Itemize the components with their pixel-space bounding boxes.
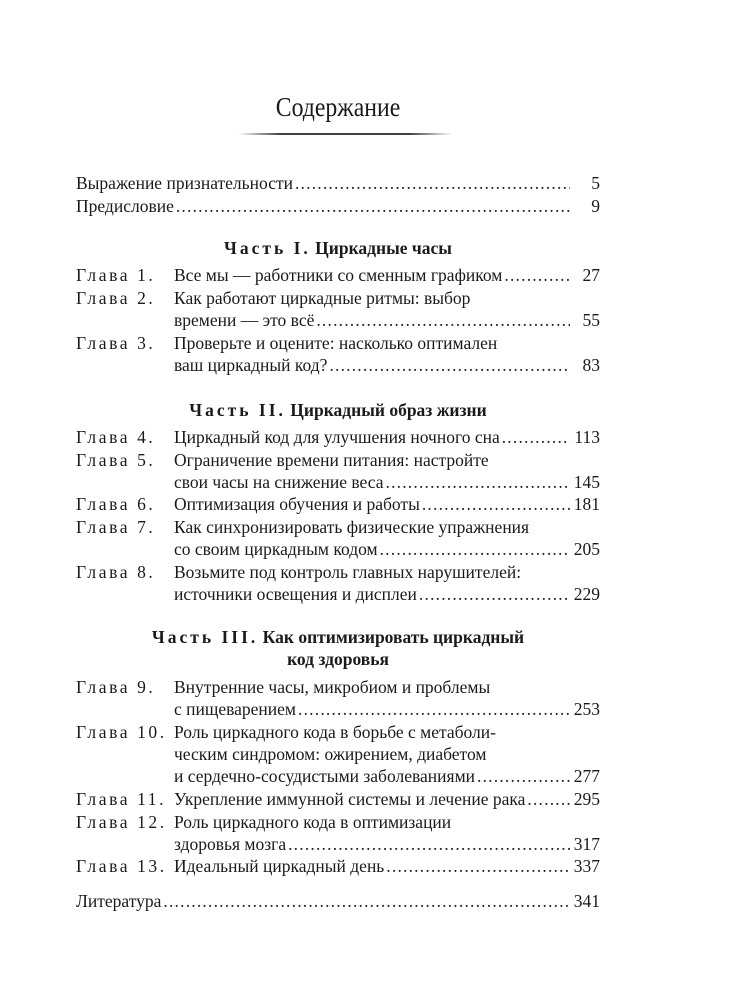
page-number: 277 (573, 766, 600, 786)
chapter-title-line-2: с пищеварением (174, 699, 297, 719)
leader-dots (295, 172, 570, 194)
chapter-title-line-2: здоровья мозга (174, 834, 287, 854)
chapter-title-line-1: Роль циркадного кода в оптимизации (174, 812, 452, 832)
page-number: 253 (573, 699, 600, 719)
toc-page (76, 0, 600, 1000)
chapter-title: Идеальный циркадный день (174, 856, 385, 876)
chapter-label: Глава 13. (76, 856, 167, 876)
leader-dots (176, 195, 570, 217)
part-heading-1 (76, 237, 600, 259)
leader-dots (502, 426, 570, 448)
page-number: 295 (573, 789, 600, 809)
chapter-title-line-1: Проверьте и оцените: насколько оптимален (174, 333, 498, 353)
page-number: 229 (573, 584, 600, 604)
entry-text: Предисловие (76, 196, 174, 216)
part-heading-2 (76, 399, 600, 421)
leader-dots (504, 264, 570, 286)
toc-entry-chapter-2[interactable] (76, 287, 600, 331)
chapter-label: Глава 2. (76, 288, 156, 308)
toc-entry-chapter-12[interactable] (76, 811, 600, 855)
part-title-line-2: код здоровья (287, 649, 389, 669)
chapter-title-line-2: ческим синдромом: ожирением, диабетом (174, 744, 487, 764)
chapter-label: Глава 3. (76, 333, 156, 353)
chapter-title: Все мы — работники со сменным графиком (174, 265, 503, 285)
page-number: 27 (582, 265, 600, 285)
chapter-label: Глава 1. (76, 265, 156, 285)
leader-dots (386, 855, 569, 877)
part-label: Часть III. (151, 627, 259, 647)
title-underline (238, 133, 452, 135)
leader-dots (298, 698, 570, 720)
chapter-title-line-3: и сердечно-сосудистыми заболеваниями (174, 766, 476, 786)
chapter-title-line-1: Возьмите под контроль главных нарушителей: (174, 562, 522, 582)
toc-entry-chapter-5[interactable] (76, 449, 600, 493)
page-title: Содержание (275, 92, 401, 122)
leader-dots (386, 471, 570, 493)
chapter-title-line-2: свои часы на снижение веса (174, 472, 384, 492)
page-number: 317 (573, 834, 600, 854)
page-number: 145 (573, 472, 600, 492)
chapter-title-line-1: Внутренние часы, микробиом и проблемы (174, 677, 491, 697)
chapter-label: Глава 11. (76, 789, 167, 809)
page-number: 9 (591, 196, 600, 216)
toc-entry-chapter-3[interactable] (76, 332, 600, 376)
leader-dots (329, 354, 570, 376)
leader-dots (163, 890, 569, 912)
leader-dots (419, 583, 570, 605)
toc-entry-chapter-11[interactable] (76, 788, 600, 810)
page-number: 205 (573, 539, 600, 559)
chapter-label: Глава 8. (76, 562, 156, 582)
chapter-title-line-2: источники освещения и дисплеи (174, 584, 417, 604)
toc-entry-chapter-10[interactable] (76, 721, 600, 787)
toc-entry-literature[interactable] (76, 890, 600, 912)
chapter-title-line-1: Роль циркадного кода в борьбе с метаболи- (174, 722, 496, 742)
leader-dots (288, 833, 570, 855)
chapter-title-line-2: со своим циркадным кодом (174, 539, 378, 559)
page-number: 341 (573, 891, 600, 911)
page-number: 55 (582, 310, 600, 330)
chapter-label: Глава 6. (76, 494, 156, 514)
part-title: Циркадные часы (315, 238, 452, 258)
chapter-label: Глава 7. (76, 517, 156, 537)
toc-entry-chapter-1[interactable] (76, 264, 600, 286)
leader-dots (477, 765, 570, 787)
page-number: 181 (573, 494, 600, 514)
toc-entry-acknowledgements[interactable] (76, 172, 600, 194)
part-heading-3 (76, 626, 600, 670)
leader-dots (422, 493, 570, 515)
toc-entry-preface[interactable] (76, 195, 600, 217)
entry-text: Выражение признательности (76, 173, 293, 193)
leader-dots (380, 538, 570, 560)
toc-entry-chapter-7[interactable] (76, 516, 600, 560)
leader-dots (316, 309, 570, 331)
page-number: 113 (574, 427, 600, 447)
leader-dots (527, 788, 569, 810)
toc-entry-chapter-13[interactable] (76, 855, 600, 877)
part-label: Часть II. (189, 400, 286, 420)
chapter-label: Глава 4. (76, 427, 156, 447)
chapter-title-line-1: Как синхронизировать физические упражнения (174, 517, 530, 537)
chapter-title: Укрепление иммунной системы и лечение рака (174, 789, 526, 809)
chapter-title-line-1: Как работают циркадные ритмы: выбор (174, 288, 471, 308)
toc-entry-chapter-9[interactable] (76, 676, 600, 720)
part-label: Часть I. (224, 238, 311, 258)
chapter-title-line-2: ваш циркадный код? (174, 355, 328, 375)
entry-text: Литература (76, 891, 162, 911)
page-number: 5 (591, 173, 600, 193)
page-number: 337 (573, 856, 600, 876)
chapter-title-line-2: времени — это всё (174, 310, 315, 330)
part-title: Как оптимизировать циркадный (262, 627, 525, 647)
toc-entry-chapter-4[interactable] (76, 426, 600, 448)
toc-entry-chapter-6[interactable] (76, 493, 600, 515)
page-number: 83 (582, 355, 600, 375)
chapter-label: Глава 10. (76, 722, 167, 742)
toc-entry-chapter-8[interactable] (76, 561, 600, 605)
chapter-title: Циркадный код для улучшения ночного сна (174, 427, 500, 447)
part-title: Циркадный образ жизни (290, 400, 487, 420)
chapter-label: Глава 5. (76, 450, 156, 470)
chapter-title: Оптимизация обучения и работы (174, 494, 420, 514)
chapter-label: Глава 12. (76, 812, 167, 832)
chapter-label: Глава 9. (76, 677, 156, 697)
chapter-title-line-1: Ограничение времени питания: настройте (174, 450, 489, 470)
